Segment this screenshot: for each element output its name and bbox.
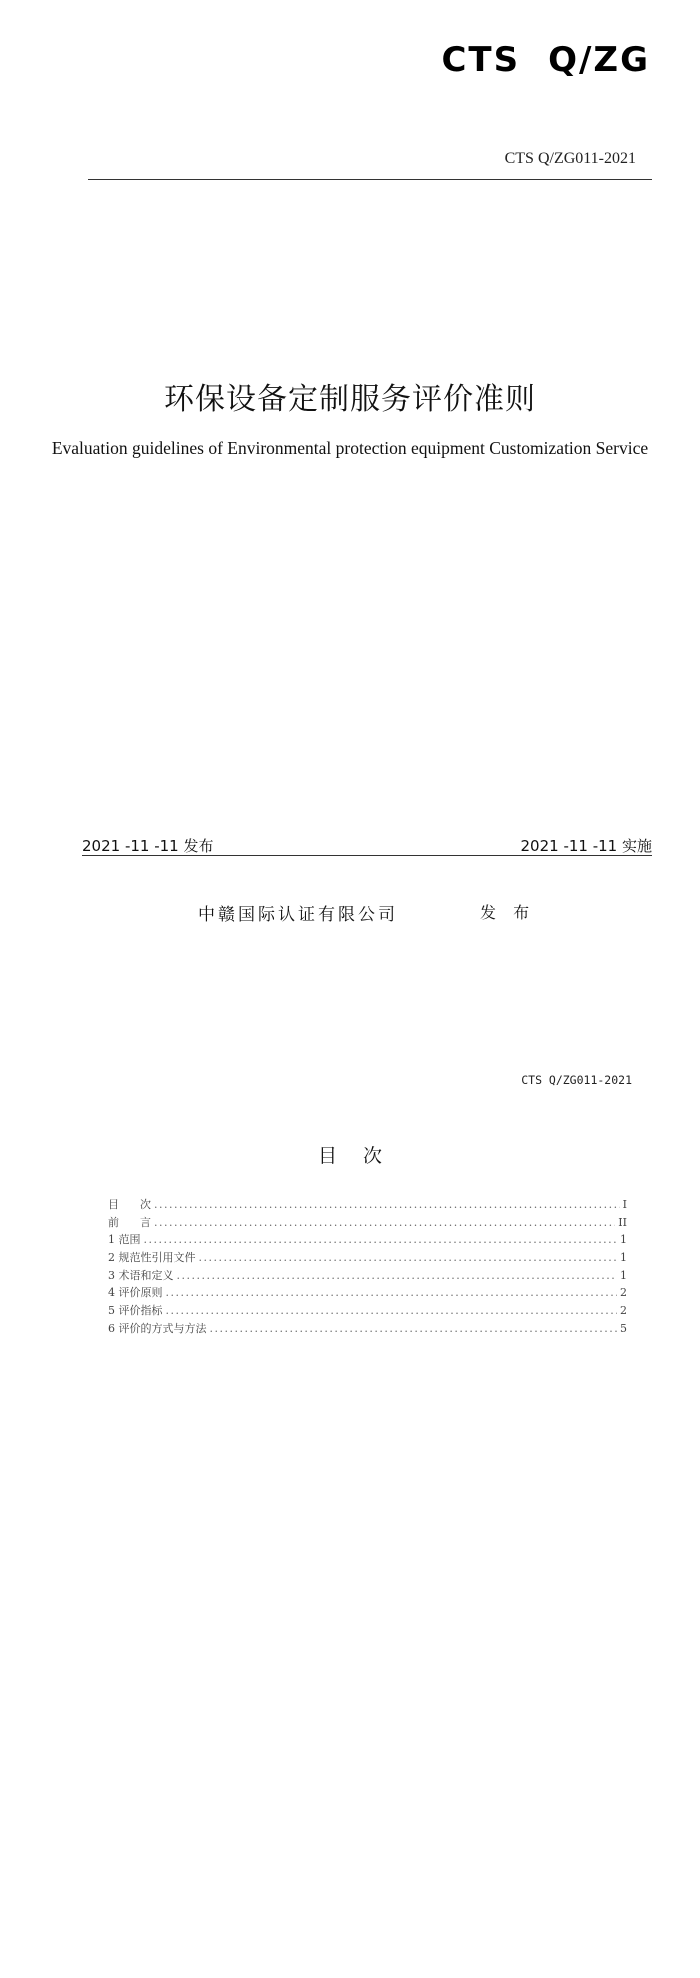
- standard-brand: [441, 40, 650, 80]
- implement-date: 2021 -11 -11 实施: [520, 837, 652, 855]
- toc-entry-page: 1: [620, 1268, 627, 1282]
- document-title-english: Evaluation guidelines of Environmental protection equipment Customization Service: [51, 438, 649, 458]
- date-divider: [82, 855, 652, 856]
- toc-entry[interactable]: [108, 1231, 627, 1249]
- toc-entry-label: 5 评价指标: [108, 1304, 163, 1318]
- toc-entry[interactable]: [108, 1214, 627, 1232]
- toc-entry[interactable]: [108, 1196, 627, 1214]
- toc-leader-dots: [154, 1214, 615, 1232]
- toc-leader-dots: [144, 1231, 618, 1249]
- toc-entry-label: 2 规范性引用文件: [108, 1251, 196, 1265]
- toc-leader-dots: [177, 1267, 618, 1285]
- toc-entry-label: 前 言: [108, 1215, 151, 1229]
- toc-heading: 目次: [317, 1145, 408, 1167]
- toc-leader-dots: [166, 1284, 618, 1302]
- toc-entry-page: 1: [620, 1233, 627, 1247]
- toc-entry-page: I: [622, 1198, 627, 1211]
- toc-entry-label: 6 评价的方式与方法: [108, 1321, 207, 1335]
- toc-entry[interactable]: [108, 1249, 627, 1267]
- toc-leader-dots: [210, 1320, 618, 1338]
- document-number: CTS Q/ZG011-2021: [504, 150, 636, 167]
- toc-leader-dots: [154, 1196, 620, 1214]
- document-title-chinese: 环保设备定制服务评价准则: [164, 382, 536, 417]
- page2-document-number: CTS Q/ZG011-2021: [521, 1073, 632, 1087]
- issue-date: 2021 -11 -11 发布: [82, 837, 214, 855]
- table-of-contents: [108, 1196, 627, 1338]
- toc-entry-page: II: [618, 1215, 627, 1229]
- toc-leader-dots: [166, 1302, 618, 1320]
- toc-entry-label: 目 次: [108, 1198, 151, 1211]
- toc-entry-page: 5: [620, 1321, 627, 1335]
- toc-entry[interactable]: [108, 1284, 627, 1302]
- toc-entry[interactable]: [108, 1267, 627, 1285]
- toc-entry[interactable]: [108, 1302, 627, 1320]
- brand-cts: CTS: [441, 40, 521, 80]
- toc-entry[interactable]: [108, 1320, 627, 1338]
- publisher-name: 中赣国际认证有限公司: [198, 905, 398, 925]
- date-row: [82, 835, 652, 856]
- toc-entry-label: 4 评价原则: [108, 1286, 163, 1300]
- header-divider: [88, 179, 652, 180]
- toc-entry-label: 1 范围: [108, 1233, 141, 1247]
- publish-label: 发 布: [480, 903, 536, 922]
- brand-qzg: Q/ZG: [548, 40, 650, 80]
- toc-entry-page: 1: [620, 1251, 627, 1265]
- toc-entry-page: 2: [620, 1286, 627, 1300]
- toc-entry-page: 2: [620, 1304, 627, 1318]
- toc-leader-dots: [199, 1249, 618, 1267]
- toc-entry-label: 3 术语和定义: [108, 1268, 174, 1282]
